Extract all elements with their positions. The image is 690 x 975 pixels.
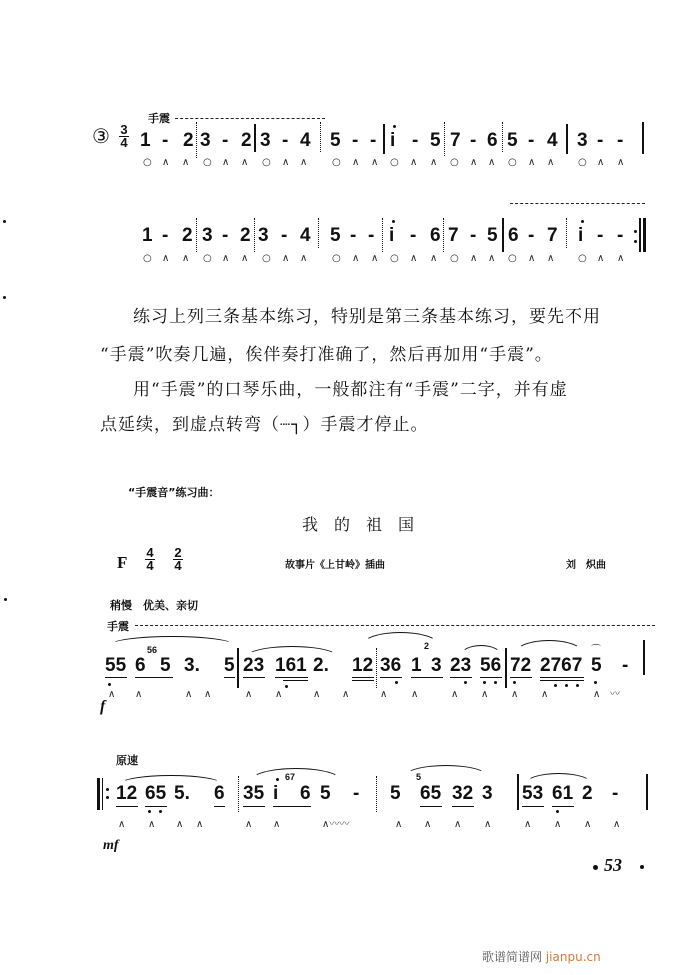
low-octave-dot	[576, 684, 579, 687]
note: 7	[450, 130, 461, 151]
low-octave-dot	[554, 684, 557, 687]
note: 12	[116, 783, 138, 804]
low-octave-dot	[494, 681, 497, 684]
low-octave-dot	[159, 810, 162, 813]
underline	[243, 806, 265, 807]
note: 2	[183, 130, 194, 151]
note: -	[222, 225, 229, 246]
note: 2	[582, 783, 593, 804]
note: -	[162, 225, 169, 246]
note: 6	[300, 783, 311, 804]
note: 3	[260, 130, 271, 151]
bullet	[640, 865, 644, 869]
underline	[480, 677, 502, 678]
underline	[540, 677, 584, 678]
note: 12	[352, 655, 374, 676]
note: 35	[243, 783, 265, 804]
underline	[283, 680, 308, 681]
barline	[237, 648, 239, 688]
dynamic-marking: mf	[103, 838, 119, 853]
barline	[502, 218, 504, 252]
note: 5.	[174, 783, 190, 804]
note: 6	[135, 655, 146, 676]
repeat-dot	[106, 796, 109, 799]
note: i	[273, 783, 279, 804]
note: 5	[430, 130, 441, 151]
note: 53	[522, 783, 544, 804]
note: i	[578, 225, 584, 246]
note: 5	[320, 783, 331, 804]
note: 2	[240, 225, 251, 246]
underline	[116, 806, 138, 807]
underline	[145, 806, 167, 807]
dotted-barline	[196, 218, 197, 252]
note: 2.	[313, 655, 329, 676]
end-barline	[643, 218, 646, 252]
note: 7	[547, 225, 558, 246]
note: 4	[300, 130, 311, 151]
fermata-icon: ⌒	[591, 645, 601, 656]
underline	[452, 806, 474, 807]
repeat-dot	[634, 230, 637, 233]
note: 3	[431, 655, 442, 676]
high-octave-dot	[276, 778, 279, 781]
note: 65	[145, 783, 167, 804]
grace-notes: 56	[147, 645, 158, 655]
note: -	[282, 130, 289, 151]
dotted-barline	[238, 776, 239, 812]
dotted-barline	[196, 122, 197, 158]
note: 36	[380, 655, 402, 676]
note: 5	[487, 225, 498, 246]
underline	[135, 677, 173, 678]
note: -	[412, 130, 419, 151]
paragraph-line: “手震”吹奏几遍，俟伴奏打准确了，然后再加用“手震”。	[100, 345, 553, 365]
note: 5	[591, 655, 602, 676]
barline	[505, 648, 507, 688]
bullet	[593, 865, 598, 870]
barline	[383, 124, 385, 154]
note: 61	[552, 783, 574, 804]
barline	[566, 124, 568, 154]
underline	[540, 680, 584, 681]
song-source: 故事片《上甘岭》插曲	[285, 560, 385, 571]
dotted-barline	[376, 776, 377, 812]
high-octave-dot	[392, 220, 395, 223]
dotted-barline	[376, 648, 377, 688]
tremolo-label: 手震	[107, 620, 129, 633]
slur	[515, 640, 583, 653]
note: 23	[243, 655, 265, 676]
note: 55	[105, 655, 127, 676]
slur	[110, 636, 234, 645]
barline	[517, 774, 519, 810]
dotted-barline	[382, 218, 383, 252]
scan-speck	[3, 220, 6, 223]
note: 5	[224, 655, 235, 676]
low-octave-dot	[513, 681, 516, 684]
high-octave-dot	[393, 125, 396, 128]
grace-notes: 67	[285, 772, 296, 782]
note: 1	[411, 655, 422, 676]
note: 6	[214, 783, 225, 804]
note: 6	[487, 130, 498, 151]
low-octave-dot	[483, 681, 486, 684]
slur	[250, 768, 342, 781]
note: -	[410, 225, 417, 246]
key-signature: F	[117, 553, 128, 572]
note: -	[162, 130, 169, 151]
underline	[380, 677, 402, 678]
dynamic-marking: f	[100, 698, 106, 715]
note: -	[622, 655, 629, 676]
note: i	[389, 225, 395, 246]
note: 65	[420, 783, 442, 804]
low-octave-dot	[395, 681, 398, 684]
dotted-barline	[444, 122, 445, 156]
paragraph-line: 练习上列三条基本练习，特别是第三条基本练习，要先不用	[133, 307, 601, 327]
note: 7	[448, 225, 459, 246]
repeat-dot	[106, 788, 109, 791]
underline	[510, 677, 532, 678]
note: 5	[390, 783, 401, 804]
page-number: 53	[604, 855, 622, 875]
note: -	[617, 225, 624, 246]
underline	[224, 677, 235, 678]
note: 2767	[540, 655, 583, 676]
note: -	[528, 225, 535, 246]
underline	[352, 677, 374, 678]
time-signature: 3 4	[120, 122, 128, 150]
tremolo-extension	[510, 203, 645, 204]
tremolo-label: 手震	[148, 112, 170, 125]
barline	[102, 778, 103, 810]
paragraph-line: 用“手震”的口琴乐曲，一般都注有“手震”二字，并有虚	[133, 380, 568, 400]
tempo-marking: 原速	[116, 754, 138, 767]
grace-note: 5	[416, 772, 422, 782]
low-octave-dot	[556, 810, 559, 813]
exercise-marker: ③	[92, 124, 110, 148]
note: -	[528, 130, 535, 151]
underline	[275, 677, 308, 678]
note: 3.	[184, 655, 200, 676]
dotted-barline	[318, 218, 319, 248]
note: 4	[300, 225, 311, 246]
barline	[639, 218, 641, 252]
note: 5	[330, 130, 341, 151]
note: 6	[508, 225, 519, 246]
note: 3	[200, 130, 211, 151]
note: -	[370, 130, 377, 151]
tremolo-extension	[175, 118, 325, 119]
dotted-barline	[254, 218, 255, 252]
note: 56	[480, 655, 502, 676]
underline	[420, 806, 442, 807]
note: 5	[507, 130, 518, 151]
scan-speck	[4, 598, 7, 601]
underline	[411, 677, 443, 678]
note: -	[470, 130, 477, 151]
scan-speck	[3, 296, 6, 299]
note: 161	[275, 655, 307, 676]
low-octave-dot	[565, 684, 568, 687]
dotted-barline	[566, 218, 567, 248]
dotted-barline	[443, 218, 444, 252]
note: i	[390, 130, 396, 151]
note: 3	[577, 130, 588, 151]
dotted-barline	[320, 122, 321, 152]
barline	[642, 122, 644, 154]
underline	[552, 806, 574, 807]
underline	[450, 677, 472, 678]
note: 3	[202, 225, 213, 246]
tempo-marking: 稍慢 优美、亲切	[110, 599, 198, 612]
section-label: “手震音”练习曲：	[128, 486, 220, 499]
underline	[243, 677, 265, 678]
note: 5	[330, 225, 341, 246]
note: -	[612, 783, 619, 804]
note: -	[353, 783, 360, 804]
note: 5	[160, 655, 171, 676]
note: 2	[241, 130, 252, 151]
note: 72	[510, 655, 532, 676]
time-signature-4-4: 4 4	[146, 545, 154, 573]
note: -	[617, 130, 624, 151]
barline	[254, 124, 256, 152]
song-title: 我 的 祖 国	[302, 515, 415, 534]
underline	[105, 677, 127, 678]
grace-note: 2	[424, 641, 430, 651]
time-signature-2-4: 2 4	[174, 545, 182, 573]
note: 1	[142, 225, 153, 246]
note: -	[368, 225, 375, 246]
note: -	[281, 225, 288, 246]
dotted-barline	[502, 122, 503, 152]
tremolo-extension	[135, 625, 655, 626]
watermark: 歌谱简谱网 jianpu.cn	[482, 950, 601, 964]
note: 4	[547, 130, 558, 151]
note: 3	[482, 783, 493, 804]
note: 1	[140, 130, 151, 151]
low-octave-dot	[464, 681, 467, 684]
composer: 刘 炽曲	[566, 560, 606, 571]
repeat-start-barline	[97, 778, 100, 810]
high-octave-dot	[581, 220, 584, 223]
note: 23	[450, 655, 472, 676]
note: 32	[452, 783, 474, 804]
note: -	[470, 225, 477, 246]
underline	[352, 680, 374, 681]
note: -	[597, 130, 604, 151]
note: -	[352, 130, 359, 151]
note: 6	[430, 225, 441, 246]
note: 3	[258, 225, 269, 246]
low-octave-dot	[594, 681, 597, 684]
underline	[522, 806, 544, 807]
note: -	[222, 130, 229, 151]
note: -	[350, 225, 357, 246]
note: 2	[182, 225, 193, 246]
note: -	[597, 225, 604, 246]
barline	[643, 640, 645, 675]
low-octave-dot	[148, 810, 151, 813]
paragraph-line: 点延续，到虚点转弯（┈┐）手震才停止。	[100, 415, 429, 435]
barline	[646, 774, 648, 810]
low-octave-dot	[285, 685, 288, 688]
underline	[273, 806, 311, 807]
low-octave-dot	[108, 683, 111, 686]
repeat-dot	[634, 240, 637, 243]
underline	[214, 806, 225, 807]
